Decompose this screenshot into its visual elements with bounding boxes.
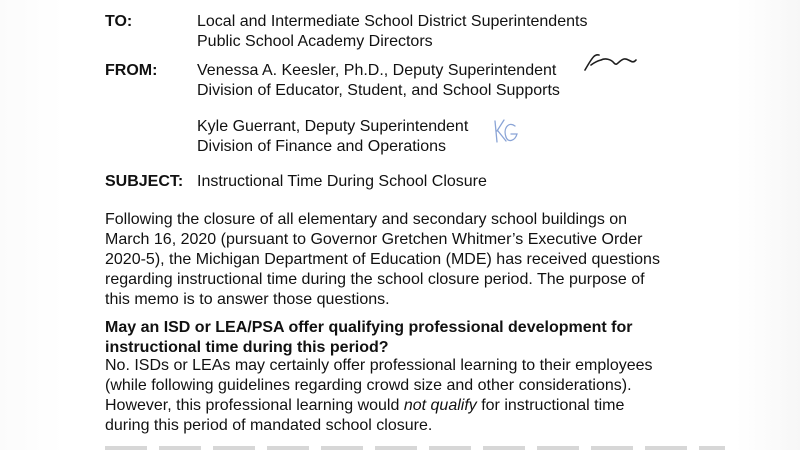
to-line-2: Public School Academy Directors bbox=[197, 33, 433, 50]
question-heading bbox=[105, 318, 632, 358]
to-label: TO: bbox=[105, 13, 133, 30]
from-person-2-division: Division of Finance and Operations bbox=[197, 138, 447, 155]
answer-line-3-before: However, this professional learning would bbox=[105, 397, 404, 414]
answer-line-4: during this period of mandated school closure. bbox=[105, 417, 433, 434]
not-qualify-emphasis: not qualify bbox=[403, 397, 477, 414]
from-person-1-title: Venessa A. Keesler, Ph.D., Deputy Superintendent bbox=[197, 62, 557, 79]
from-label: FROM: bbox=[105, 62, 158, 79]
to-line-1: Local and Intermediate School District Superintendents bbox=[197, 13, 588, 30]
subject-value: Instructional Time During School Closure bbox=[197, 173, 487, 190]
from-person-2-title: Kyle Guerrant, Deputy Superintendent bbox=[197, 118, 469, 135]
intro-line-2: March 16, 2020 (pursuant to Governor Gretchen Whitmer’s Executive Order bbox=[105, 231, 643, 248]
answer-line-2: (while following guidelines regarding crowd size and other considerations). bbox=[105, 377, 632, 394]
kg-signature bbox=[490, 117, 520, 147]
intro-line-3: 2020-5), the Michigan Department of Education (MDE) has received questions bbox=[105, 251, 660, 268]
subject-label: SUBJECT: bbox=[105, 173, 184, 190]
answer-line-1: No. ISDs or LEAs may certainly offer professional learning to their employees bbox=[105, 357, 653, 374]
from-person-1-division: Division of Educator, Student, and School Supports bbox=[197, 82, 560, 99]
question-line-2: instructional time during this period? bbox=[105, 339, 389, 356]
question-line-1: May an ISD or LEA/PSA offer qualifying professional development for bbox=[105, 319, 633, 336]
answer-paragraph bbox=[105, 356, 653, 436]
answer-line-3 bbox=[105, 396, 653, 416]
intro-line-5: this memo is to answer those questions. bbox=[105, 291, 390, 308]
to-recipients bbox=[197, 12, 587, 52]
next-line-clipped bbox=[105, 446, 725, 450]
vk-signature bbox=[583, 50, 639, 74]
intro-line-4: regarding instructional time during the school closure period. The purpose of bbox=[105, 271, 645, 288]
intro-line-1: Following the closure of all elementary and secondary school buildings on bbox=[105, 211, 628, 228]
answer-line-3-after: for instructional time bbox=[476, 397, 625, 414]
from-person-2 bbox=[197, 117, 468, 157]
from-person-1 bbox=[197, 61, 560, 101]
intro-paragraph bbox=[105, 210, 660, 310]
